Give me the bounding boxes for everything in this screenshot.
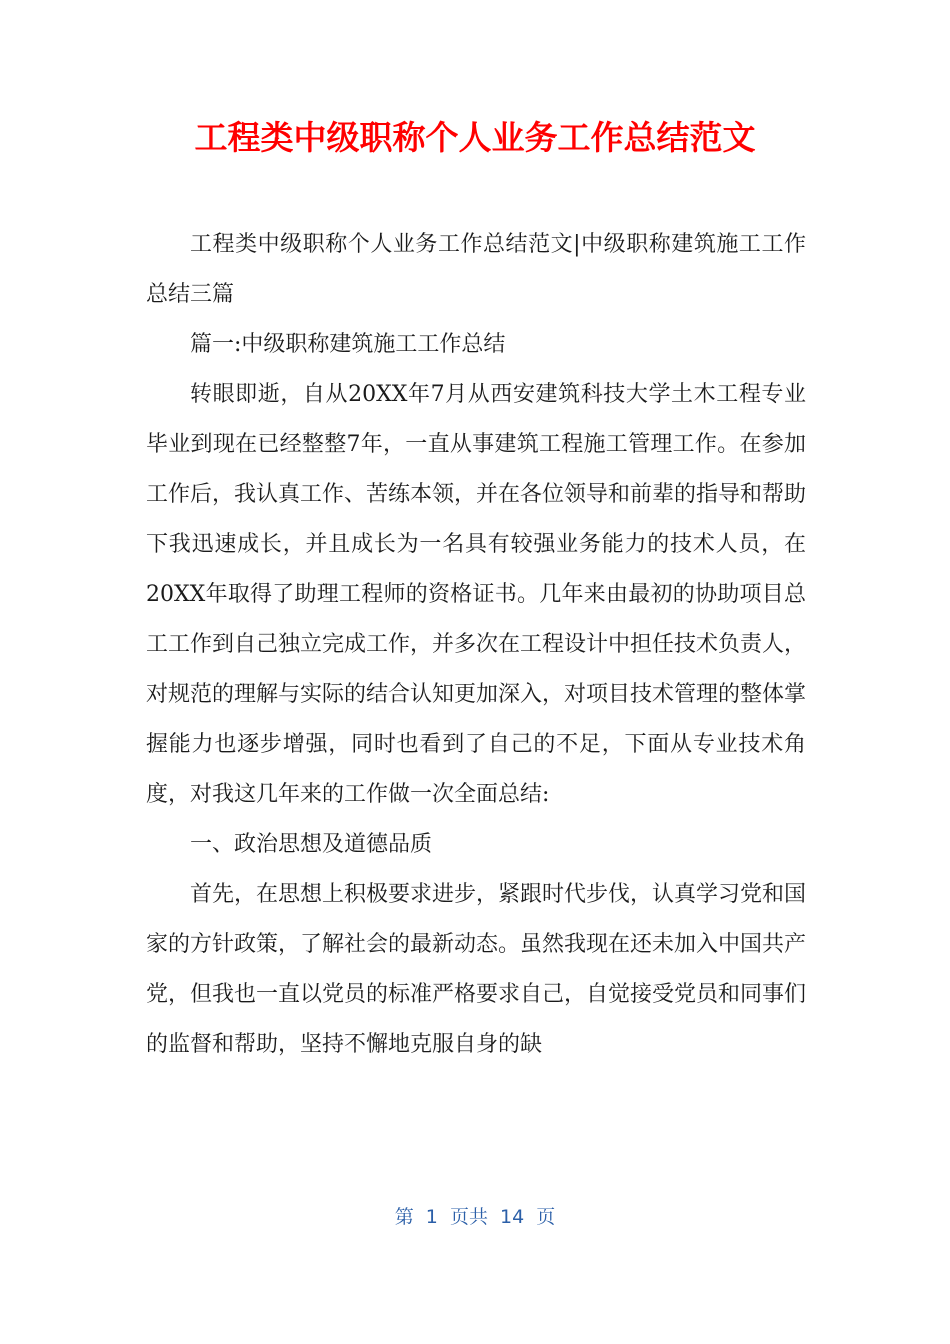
paragraph-politics: 首先，在思想上积极要求进步，紧跟时代步伐，认真学习党和国家的方针政策，了解社会的最新动态。虽然我现在还未加入中国共产党，但我也一直以党员的标准严格要求自己，自觉接受党员和同事们的监督和帮助，坚持不懈地克服自身的缺 [146,882,807,1057]
document-body [146,220,806,1070]
document-title: 工程类中级职称个人业务工作总结范文 [194,118,756,157]
paragraph-intro: 转眼即逝，自从20XX年7月从西安建筑科技大学土木工程专业毕业到现在已经整整7年，一直从事建筑工程施工管理工作。在参加工作后，我认真工作、苦练本领，并在各位领导和前辈的指导和帮助下我迅速成长，并且成长为一名具有较强业务能力的技术人员，在20XX年取得了助理工程师的资格证书。几年来由最初的协助项目总工工作到自己独立完成工作，并多次在工程设计中担任技术负责人，对规范的理解与实际的结合认知更加深入，对项目技术管理的整体掌握能力也逐步增强，同时也看到了自己的不足，下面从专业技术角度，对我这几年来的工作做一次全面总结: [146,382,807,807]
paragraph-heading-politics: 一、政治思想及道德品质 [190,832,433,857]
page-number-footer: 第 1 页共 14 页 [394,1206,556,1228]
paragraph-subtitle: 工程类中级职称个人业务工作总结范文|中级职称建筑施工工作总结三篇 [146,232,806,307]
paragraph-section-heading: 篇一:中级职称建筑施工工作总结 [190,332,506,357]
